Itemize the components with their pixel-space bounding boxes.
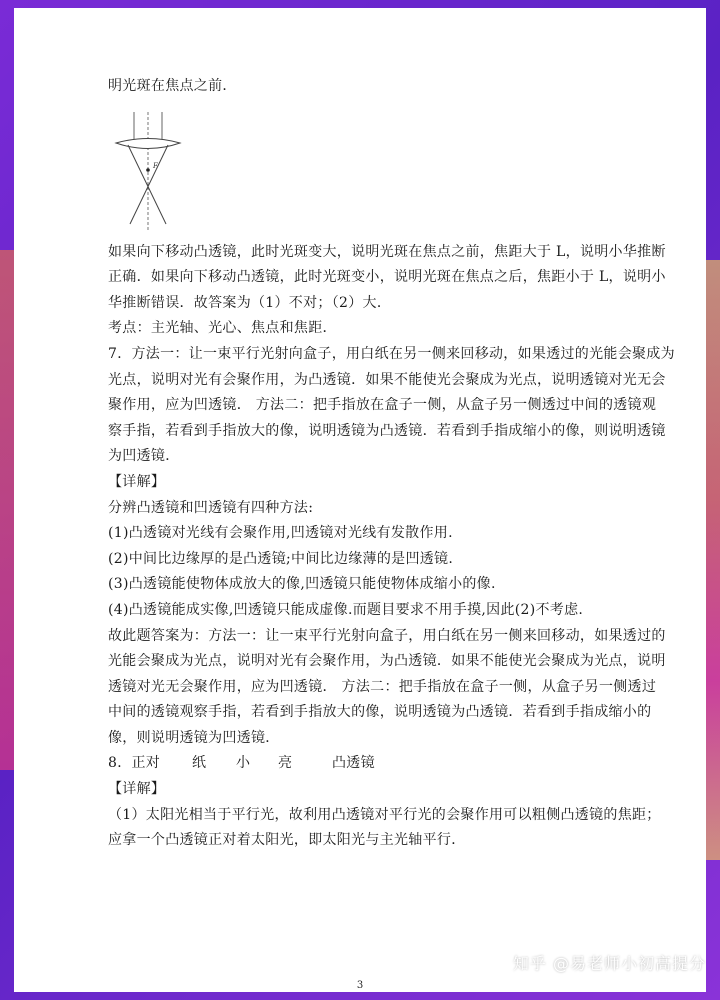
section-heading: 【详解】 — [108, 781, 166, 798]
text-line: 光能会聚成为光点，说明对光有会聚作用，为凸透镜．如果不能使光会聚成为光点，说明 — [108, 653, 666, 670]
text-line: 中间的透镜观察手指，若看到手指放大的像，说明透镜为凸透镜．若看到手指成缩小的 — [108, 704, 652, 721]
right-decoration — [704, 260, 720, 860]
answer-8-line — [108, 751, 678, 777]
left-decoration — [0, 250, 14, 770]
lens-diagram-svg — [108, 112, 198, 230]
text-line: 分辨凸透镜和凹透镜有四种方法: — [108, 499, 314, 516]
text-line: 明光斑在焦点之前． — [108, 78, 237, 94]
text-line: 透镜对光无会聚作用，应为凹透镜． 方法二：把手指放在盒子一侧，从盒子另一侧透过 — [108, 678, 657, 695]
text-line: (2)中间比边缘厚的是凸透镜;中间比边缘薄的是凹透镜. — [108, 550, 454, 567]
text-line: 应拿一个凸透镜正对着太阳光，即太阳光与主光轴平行． — [108, 832, 466, 849]
text-line: (1)凸透镜对光线有会聚作用,凹透镜对光线有发散作用. — [108, 525, 453, 542]
text-line: 察手指，若看到手指放大的像，说明透镜为凸透镜．若看到手指成缩小的像，则说明透镜 — [108, 422, 666, 439]
answer-8-blank-2: 纸 — [192, 755, 207, 772]
text-line: (3)凸透镜能使物体成放大的像,凹透镜只能使物体成缩小的像. — [108, 576, 496, 593]
text-line: （1）太阳光相当于平行光，故利用凸透镜对平行光的会聚作用可以粗侧凸透镜的焦距； — [108, 806, 661, 823]
text-line: 光点，说明对光有会聚作用，为凸透镜．如果不能使光会聚成为光点，说明透镜对光无会 — [108, 371, 666, 388]
text-line: 为凹透镜． — [108, 448, 180, 465]
text-line: 如果向下移动凸透镜，此时光斑变大，说明光斑在焦点之前，焦距大于 L，说明小华推断 — [108, 243, 666, 260]
answer-8-num: 8．正对 — [108, 755, 161, 772]
page-content — [108, 74, 678, 854]
answer-8-blank-5: 凸透镜 — [332, 755, 375, 772]
lens-diagram — [108, 112, 198, 230]
text-line: (4)凸透镜能成实像,凹透镜只能成虚像.而题目要求不用手摸,因此(2)不考虑. — [108, 601, 584, 618]
watermark: 知乎 @易老师小初高提分 — [512, 954, 706, 973]
text-line: 华推断错误．故答案为（1）不对；（2）大． — [108, 294, 392, 311]
text-line: 考点：主光轴、光心、焦点和焦距． — [108, 320, 337, 337]
answer-8-blank-4: 亮 — [278, 755, 293, 772]
document-page — [14, 8, 706, 992]
text-line: 聚作用，应为凹透镜． 方法二：把手指放在盒子一侧，从盒子另一侧透过中间的透镜观 — [108, 397, 657, 414]
text-line: 正确．如果向下移动凸透镜，此时光斑变小，说明光斑在焦点之后，焦距小于 L，说明小 — [108, 269, 666, 286]
focus-label: F — [153, 161, 158, 170]
text-line: 7．方法一：让一束平行光射向盒子，用白纸在另一侧来回移动，如果透过的光能会聚成为 — [108, 345, 675, 362]
text-line: 故此题答案为：方法一：让一束平行光射向盒子，用白纸在另一侧来回移动，如果透过的 — [108, 627, 666, 644]
text-line: 像，则说明透镜为凹透镜． — [108, 729, 280, 746]
section-heading: 【详解】 — [108, 473, 166, 490]
answer-8-blank-3: 小 — [236, 755, 251, 772]
page-number: 3 — [356, 980, 364, 991]
